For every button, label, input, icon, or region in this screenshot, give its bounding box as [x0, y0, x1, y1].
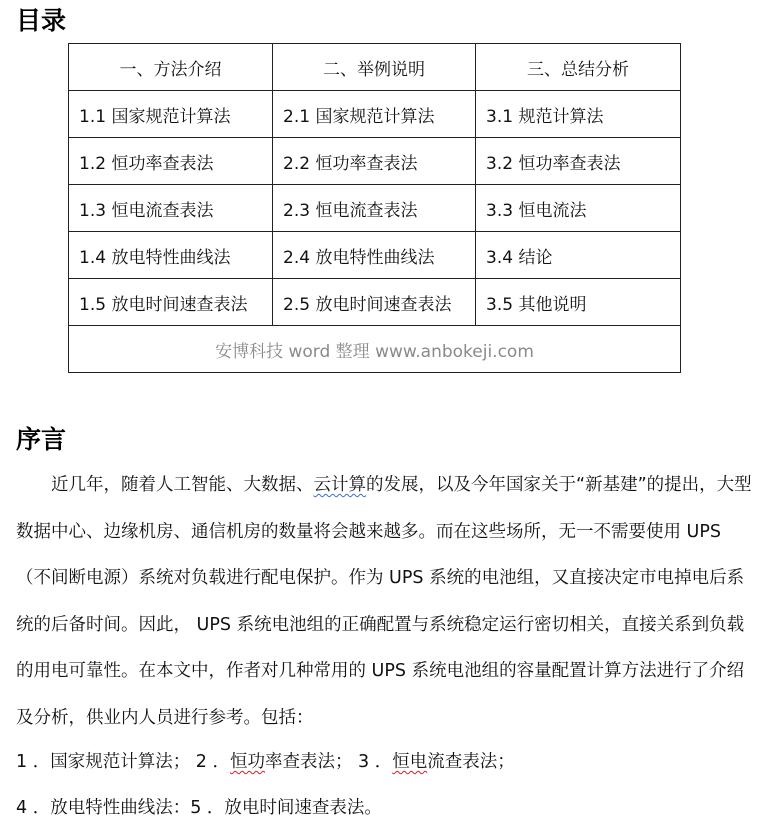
spellcheck-flagged-text[interactable]: 恒功 [229, 752, 265, 772]
toc-footer-row [69, 326, 681, 373]
method-list-line-1 [16, 739, 756, 786]
toc-row [69, 185, 681, 232]
toc-cell: 1.2 恒功率查表法 [69, 138, 273, 185]
preface-text: 近几年，随着人工智能、大数据、 [51, 475, 314, 495]
preface-title: 序言 [16, 425, 67, 454]
toc-cell: 3.4 结论 [476, 232, 681, 279]
spellcheck-flagged-text[interactable]: 恒电 [392, 752, 428, 772]
toc-cell: 3.3 恒电流法 [476, 185, 681, 232]
toc-cell: 3.1 规范计算法 [476, 91, 681, 138]
preface-paragraph [16, 462, 756, 741]
toc-cell: 2.2 恒功率查表法 [273, 138, 476, 185]
toc-header-methods: 一、方法介绍 [69, 44, 273, 91]
toc-footer-watermark: 安博科技 word 整理 www.anbokeji.com [69, 326, 681, 373]
toc-header-summary: 三、总结分析 [476, 44, 681, 91]
method-list-text: 1 ．国家规范计算法； 2 ． [16, 752, 230, 772]
toc-table [68, 43, 681, 373]
toc-cell: 3.5 其他说明 [476, 279, 681, 326]
grammar-flagged-text[interactable]: 云计算 [313, 475, 366, 495]
toc-row [69, 138, 681, 185]
toc-cell: 1.4 放电特性曲线法 [69, 232, 273, 279]
toc-cell: 1.5 放电时间速查表法 [69, 279, 273, 326]
toc-title: 目录 [16, 6, 67, 35]
toc-row [69, 279, 681, 326]
toc-header-row [69, 44, 681, 91]
toc-row [69, 91, 681, 138]
toc-cell: 1.1 国家规范计算法 [69, 91, 273, 138]
toc-cell: 2.4 放电特性曲线法 [273, 232, 476, 279]
toc-cell: 2.5 放电时间速查表法 [273, 279, 476, 326]
toc-cell: 1.3 恒电流查表法 [69, 185, 273, 232]
method-list-line-2: 4 ．放电特性曲线法：5 ．放电时间速查表法。 [16, 798, 382, 818]
toc-header-examples: 二、举例说明 [273, 44, 476, 91]
toc-cell: 3.2 恒功率查表法 [476, 138, 681, 185]
preface-text: 的发展，以及今年国家关于“新基建”的提出，大型数据中心、边缘机房、通信机房的数量将会越来越多。而在这些场所，无一不需要使用 UPS（不间断电源）系统对负载进行配电保护。作为 UPS 系统的电池组，又直接决定市电掉电后系统的后备时间。因此， UPS 系统电池组的正确配置与系统稳定运行密切相关，直接关系到负载的用电可靠性。在本文中，作者对几种常用的 UPS 系统电池组的容量配置计算方法进行了介绍及分析，供业内人员进行参考。包括： [16, 475, 752, 728]
method-list-text: 率查表法； 3 ． [264, 752, 393, 772]
method-list-text: 流查表法； [427, 752, 515, 772]
toc-cell: 2.3 恒电流查表法 [273, 185, 476, 232]
toc-row [69, 232, 681, 279]
toc-cell: 2.1 国家规范计算法 [273, 91, 476, 138]
